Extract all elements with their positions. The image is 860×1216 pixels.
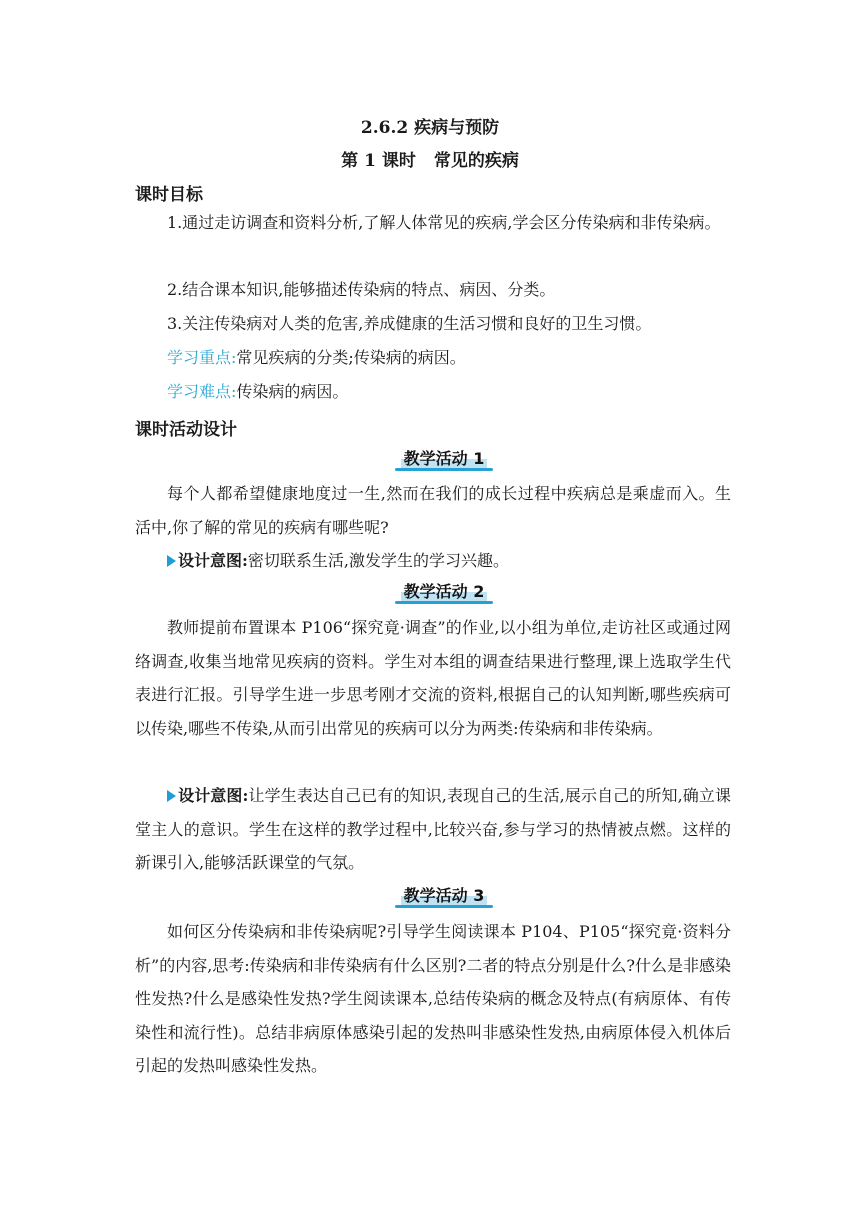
intent-text: 让学生表达自己已有的知识,表现自己的生活,展示自己的所知,确立课堂主人的意识。学生在这样的教学过程中,比较兴奋,参与学习的热情被点燃。这样的新课引入,能够活跃课堂的气氛。 <box>135 786 731 872</box>
activity-1-text: 每个人都希望健康地度过一生,然而在我们的成长过程中疾病总是乘虚而入。生活中,你了解的常见的疾病有哪些呢? <box>135 484 731 537</box>
activity-3-banner <box>395 883 493 909</box>
design-heading: 课时活动设计 <box>135 420 237 440</box>
key-points-text: 常见疾病的分类;传染病的病因。 <box>236 348 466 367</box>
difficulties-text: 传染病的病因。 <box>236 382 349 401</box>
key-points <box>135 341 731 375</box>
objectives-heading: 课时目标 <box>135 185 203 205</box>
intent-text: 密切联系生活,激发学生的学习兴趣。 <box>247 551 510 570</box>
activity-2-banner <box>395 579 493 605</box>
activity-1-banner <box>395 446 493 472</box>
lesson-title <box>0 146 860 171</box>
difficulties-label: 学习难点: <box>167 382 237 401</box>
difficulties <box>135 375 731 409</box>
intent-label: 设计意图: <box>178 786 249 805</box>
lesson-number: 第 1 课时 <box>341 151 416 171</box>
activity-3-label: 教学活动 3 <box>403 886 485 905</box>
objective-2: 2.结合课本知识,能够描述传染病的特点、病因、分类。 <box>167 280 556 299</box>
activity-2-intent <box>135 779 731 880</box>
activity-2-text: 教师提前布置课本 P106“探究竟·调查”的作业,以小组为单位,走访社区或通过网络调查,收集当地常见疾病的资料。学生对本组的调查结果进行整理,课上选取学生代表进行汇报。引导学生进一步思考刚才交流的资料,根据自己的认知判断,哪些疾病可以传染,哪些不传染,从而引出常见的疾病可以分为两类:传染病和非传染病。 <box>135 618 731 738</box>
lesson-name: 常见的疾病 <box>433 151 519 171</box>
activity-1-label: 教学活动 1 <box>403 449 485 468</box>
key-points-label: 学习重点: <box>167 348 237 367</box>
section-title: 2.6.2 疾病与预防 <box>360 118 500 138</box>
activity-3-text: 如何区分传染病和非传染病呢?引导学生阅读课本 P104、P105“探究竟·资料分析”的内容,思考:传染病和非传染病有什么区别?二者的特点分别是什么?什么是非感染性发热?什么是感染性发热?学生阅读课本,总结传染病的概念及特点(有病原体、有传染性和流行性)。总结非病原体感染引起的发热叫非感染性发热,由病原体侵入机体后引起的发热叫感染性发热。 <box>135 922 731 1075</box>
triangle-marker-icon <box>167 790 176 802</box>
activity-1-intent <box>135 544 731 578</box>
activity-2-label: 教学活动 2 <box>403 582 485 601</box>
triangle-marker-icon <box>167 555 176 567</box>
intent-label: 设计意图: <box>178 551 248 570</box>
objective-1: 1.通过走访调查和资料分析,了解人体常见的疾病,学会区分传染病和非传染病。 <box>167 213 721 232</box>
objective-3: 3.关注传染病对人类的危害,养成健康的生活习惯和良好的卫生习惯。 <box>167 314 652 333</box>
